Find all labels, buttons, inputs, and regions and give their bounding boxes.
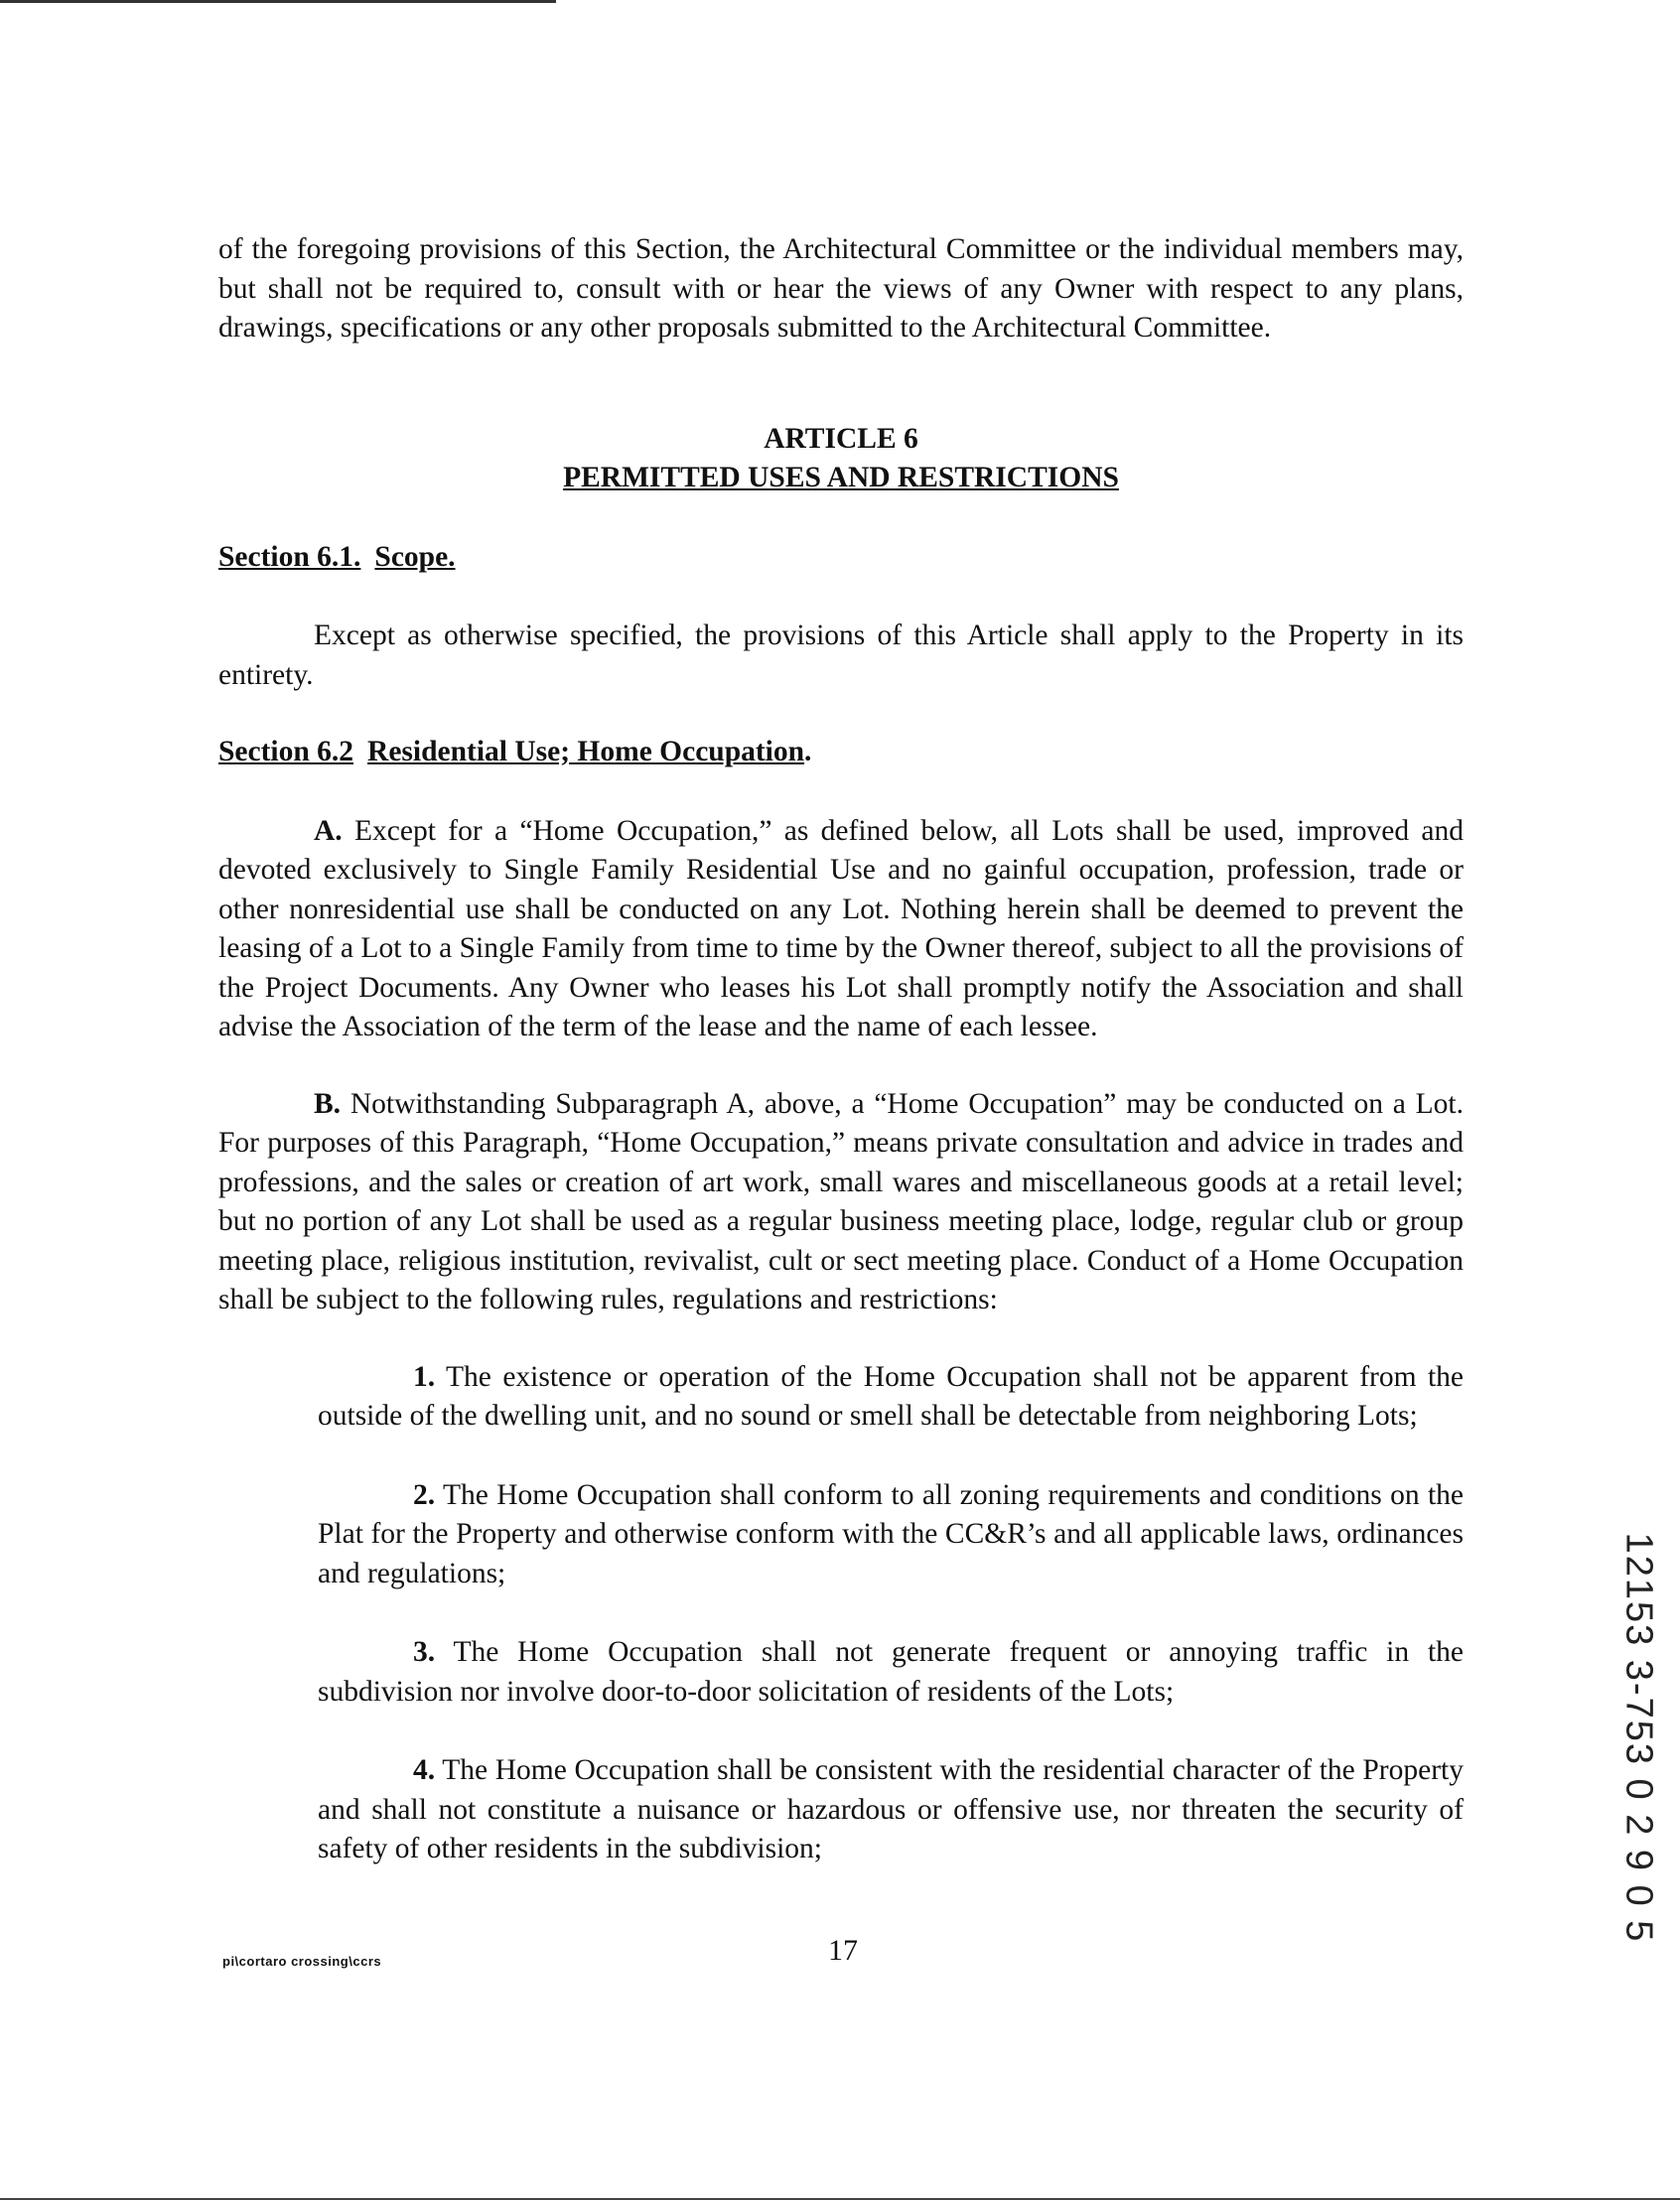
restriction-item xyxy=(318,1751,1464,1869)
article-heading xyxy=(218,420,1464,498)
scan-edge-bottom xyxy=(0,2198,1680,2200)
restriction-item-marker: 2. xyxy=(413,1478,436,1511)
restriction-item xyxy=(318,1358,1464,1437)
paragraph-b-marker: B. xyxy=(314,1087,342,1120)
section-6-1-label: Section 6.1. xyxy=(218,540,361,573)
scan-edge-top xyxy=(0,0,556,3)
restriction-item-marker: 1. xyxy=(413,1360,436,1393)
paragraph-b xyxy=(218,1085,1464,1320)
section-6-1-heading xyxy=(218,538,1464,578)
restriction-item-text: The Home Occupation shall not generate frequent or annoying traffic in the subdivision nor involve door-to-door solicitation of residents of the Lots; xyxy=(318,1636,1465,1708)
paragraph-a xyxy=(218,812,1464,1047)
footer-file-path: pi\cortaro crossing\ccrs xyxy=(222,1954,382,1969)
intro-paragraph: of the foregoing provisions of this Section, the Architectural Committee or the individual members may, but shall not be required to, consult with or hear the views of any Owner with respect to any plans, drawings, specifications or any other proposals submitted to the Architectural Committee. xyxy=(218,233,1464,344)
section-6-1-body: Except as otherwise specified, the provisions of this Article shall apply to the Property in its entirety. xyxy=(218,619,1464,691)
paragraph-a-marker: A. xyxy=(314,814,343,847)
recording-stamp-text: 12153 3-753 0 2 9 0 5 xyxy=(1617,1532,1660,1943)
recording-stamp xyxy=(1613,1532,1663,1943)
article-title: PERMITTED USES AND RESTRICTIONS xyxy=(563,462,1119,493)
section-6-2-heading xyxy=(218,733,1464,772)
paragraph-a-text: Except for a “Home Occupation,” as defined below, all Lots shall be used, improved and devoted exclusively to Single Family Residential Use and no gainful occupation, profession, trade or other nonresidential use shall be conducted on any Lot. Nothing herein shall be deemed to prevent the leasing of a Lot to a Single Family from time to time by the Owner thereof, subject to all the provisions of the Project Documents. Any Owner who leases his Lot shall promptly notify the Association and shall advise the Association of the term of the lease and the name of each lessee. xyxy=(218,814,1465,1042)
section-6-1-title: Scope. xyxy=(374,540,456,573)
restriction-item-text: The Home Occupation shall be consistent with the residential character of the Property and shall not constitute a nuisance or hazardous or offensive use, nor threaten the security of safety of other residents in the subdivision; xyxy=(318,1754,1464,1864)
document-page xyxy=(218,230,1464,1909)
restriction-item xyxy=(318,1633,1464,1712)
section-6-2-label: Section 6.2 xyxy=(218,736,354,767)
paragraph-b-text: Notwithstanding Subparagraph A, above, a “Home Occupation” may be conducted on a Lot. For purposes of this Paragraph, “Home Occupation,” means private consultation and advice in trades and professions, and the sales or creation of art work, small wares and miscellaneous goods at a retail level; but no portion of any Lot shall be used as a regular business meeting place, lodge, regular club or group meeting place, religious institution, revivalist, cult or sect meeting place. Conduct of a Home Occupation shall be subject to the following rules, regulations and restrictions: xyxy=(218,1087,1464,1315)
restriction-item-text: The existence or operation of the Home Occupation shall not be apparent from the outside of the dwelling unit, and no sound or smell shall be detectable from neighboring Lots; xyxy=(318,1360,1465,1432)
restriction-item-marker: 3. xyxy=(413,1636,436,1668)
article-number: ARTICLE 6 xyxy=(764,422,918,455)
section-6-2-title-end: . xyxy=(804,736,812,767)
restriction-item-text: The Home Occupation shall conform to all zoning requirements and conditions on the Plat for the Property and otherwise conform with the CC&R’s and all applicable laws, ordinances and regulations; xyxy=(318,1478,1464,1589)
restriction-item-marker: 4. xyxy=(413,1754,436,1786)
restriction-item xyxy=(318,1476,1464,1594)
page-number: 17 xyxy=(828,1934,858,1967)
section-6-2-title: Residential Use; Home Occupation xyxy=(367,736,805,767)
